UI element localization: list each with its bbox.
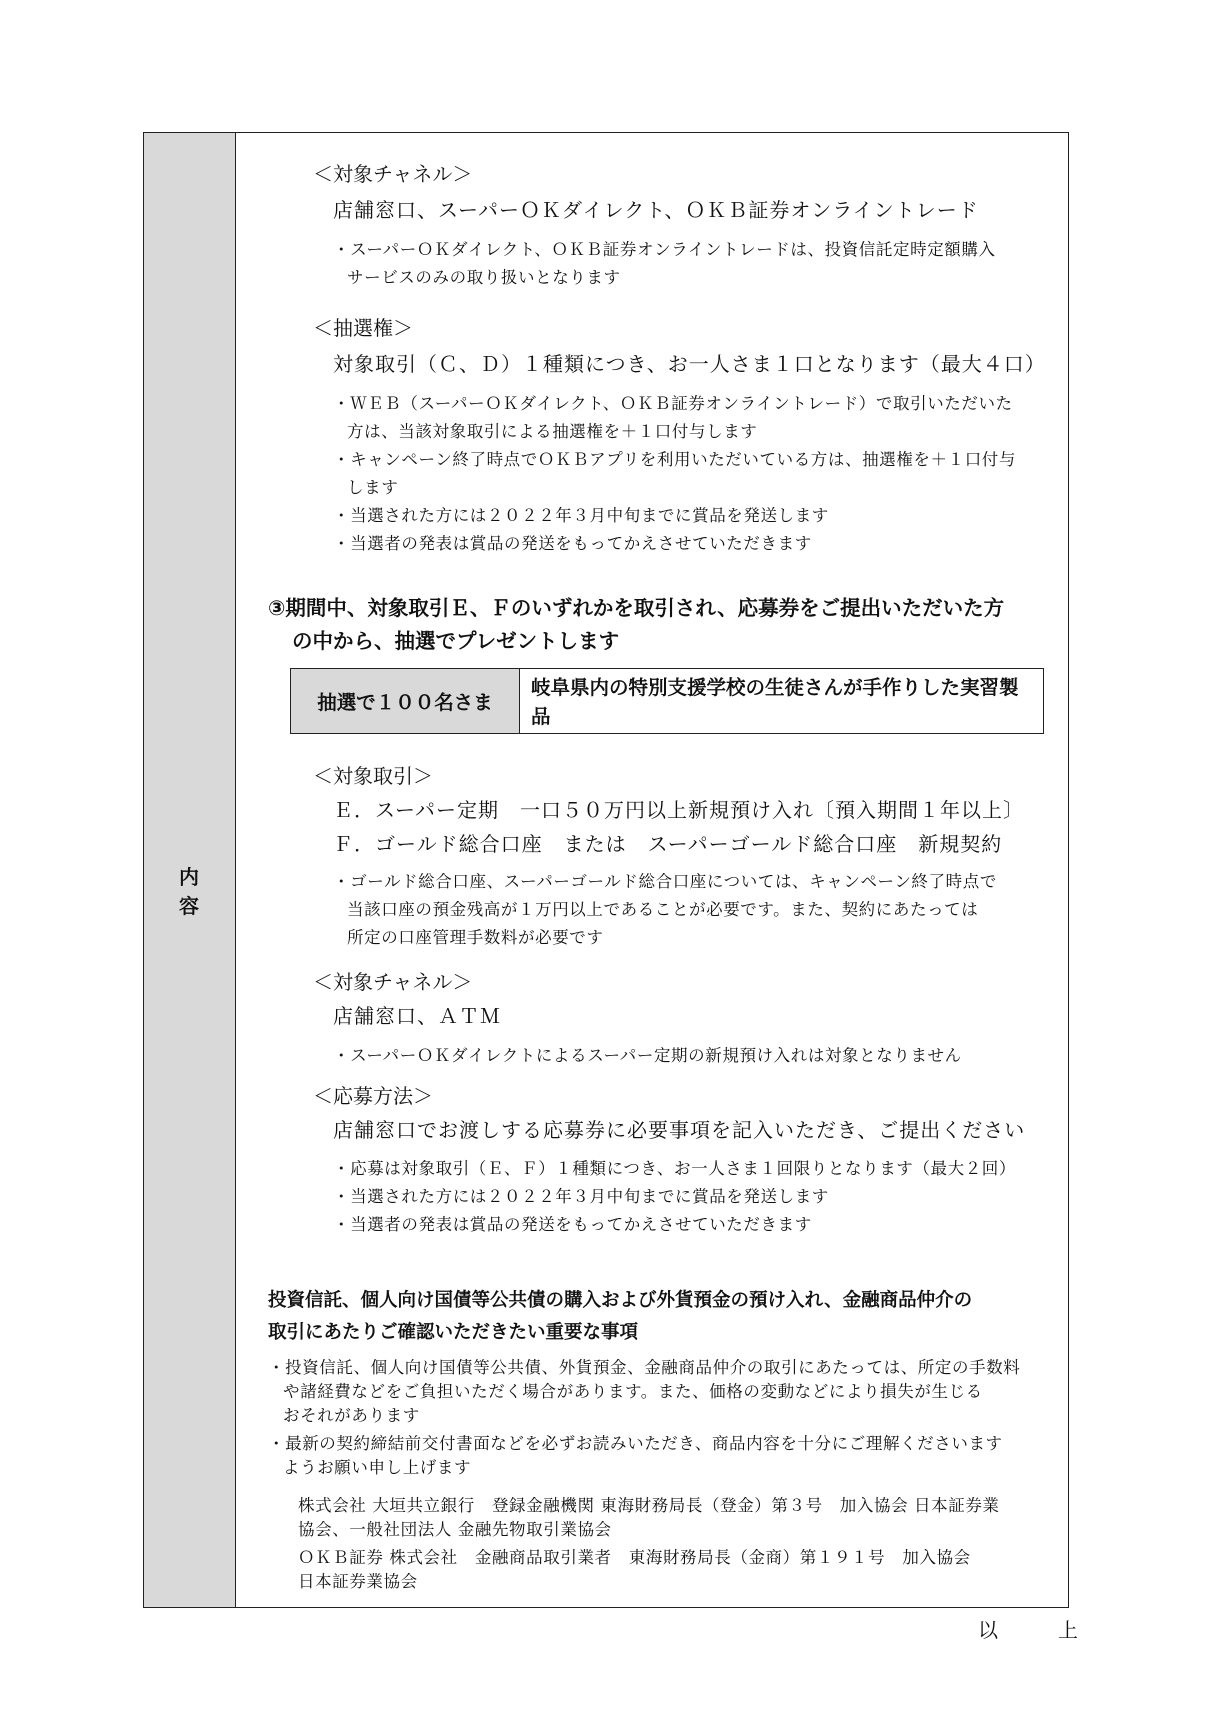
important-note: や諸経費などをご負担いただく場合があります。また、価格の変動などにより損失が生じる [283, 1382, 983, 1401]
label-column [144, 133, 247, 1607]
important-note: ようお願い申し上げます [283, 1458, 472, 1477]
target-e: Ｅ．スーパー定期 一口５０万円以上新規預け入れ〔預入期間１年以上〕 [333, 798, 1024, 822]
target-heading: ＜対象取引＞ [313, 764, 433, 788]
important-note: ・最新の契約締結前交付書面などを必ずお読みいただき、商品内容を十分にご理解くださいます [268, 1434, 1003, 1453]
registration-bank: 株式会社 大垣共立銀行 登録金融機関 東海財務局長（登金）第３号 加入協会 日本証券業 [298, 1496, 1000, 1515]
registration-securities: 日本証券業協会 [298, 1572, 418, 1591]
channel-text: 店舗窓口、ＡＴＭ [333, 1004, 501, 1028]
lottery-note: ・キャンペーン終了時点でＯＫＢアプリを利用いただいている方は、抽選権を＋１口付与 [333, 450, 1017, 469]
apply-note: ・応募は対象取引（Ｅ、Ｆ）１種類につき、お一人さま１回限りとなります（最大２回） [333, 1159, 1017, 1178]
important-note: おそれがあります [283, 1406, 420, 1425]
prize-count: 抽選で１００名さま [291, 669, 520, 733]
channel-note: ・スーパーＯＫダイレクト、ＯＫＢ証券オンライントレードは、投資信託定時定額購入 [333, 240, 996, 259]
target-note: ・ゴールド総合口座、スーパーゴールド総合口座については、キャンペーン終了時点で [333, 872, 997, 891]
lottery-note: ・当選された方には２０２２年３月中旬までに賞品を発送します [333, 506, 829, 525]
target-note: 所定の口座管理手数料が必要です [347, 928, 604, 947]
prize-description: 岐阜県内の特別支援学校の生徒さんが手作りした実習製品 [531, 676, 1019, 728]
channel-heading: ＜対象チャネル＞ [313, 162, 473, 186]
registration-bank: 協会、一般社団法人 金融先物取引業協会 [298, 1520, 612, 1539]
lottery-heading: ＜抽選権＞ [313, 316, 413, 340]
section3-heading: ③期間中、対象取引Ｅ、Ｆのいずれかを取引され、応募券をご提出いただいた方 [268, 596, 1005, 620]
important-heading: 投資信託、個人向け国債等公共債の購入および外貨預金の預け入れ、金融商品仲介の [268, 1290, 973, 1311]
label-content: 内 容 [179, 865, 247, 918]
lottery-text: 対象取引（Ｃ、Ｄ）１種類につき、お一人さま１口となります（最大４口） [333, 352, 1046, 376]
target-note: 当該口座の預金残高が１万円以上であることが必要です。また、契約にあたっては [347, 900, 979, 919]
channel-heading: ＜対象チャネル＞ [313, 970, 473, 994]
lottery-note: ・ＷＥＢ（スーパーＯＫダイレクト、ＯＫＢ証券オンライントレード）で取引いただいた [333, 394, 1013, 413]
apply-note: ・当選者の発表は賞品の発送をもってかえさせていただきます [333, 1215, 812, 1234]
apply-heading: ＜応募方法＞ [313, 1084, 433, 1108]
prize-box [290, 668, 1044, 734]
channel-note: ・スーパーＯＫダイレクトによるスーパー定期の新規預け入れは対象となりません [333, 1046, 962, 1065]
apply-note: ・当選された方には２０２２年３月中旬までに賞品を発送します [333, 1187, 829, 1206]
important-note: ・投資信託、個人向け国債等公共債、外貨預金、金融商品仲介の取引にあたっては、所定の手数料 [268, 1358, 1021, 1377]
lottery-note: ・当選者の発表は賞品の発送をもってかえさせていただきます [333, 534, 812, 553]
closing-text: 以 上 [978, 1618, 1098, 1642]
channel-text: 店舗窓口、スーパーＯＫダイレクト、ＯＫＢ証券オンライントレード [333, 198, 979, 222]
lottery-note: します [347, 478, 399, 497]
lottery-note: 方は、当該対象取引による抽選権を＋１口付与します [347, 422, 758, 441]
important-heading: 取引にあたりご確認いただきたい重要な事項 [268, 1322, 639, 1343]
section3-heading: の中から、抽選でプレゼントします [292, 629, 620, 653]
apply-text: 店舗窓口でお渡しする応募券に必要事項を記入いただき、ご提出ください [333, 1118, 1026, 1142]
channel-note: サービスのみの取り扱いとなります [347, 268, 621, 287]
registration-securities: ＯＫＢ証券 株式会社 金融商品取引業者 東海財務局長（金商）第１９１号 加入協会 [298, 1548, 971, 1567]
target-f: Ｆ．ゴールド総合口座 または スーパーゴールド総合口座 新規契約 [333, 832, 1003, 856]
